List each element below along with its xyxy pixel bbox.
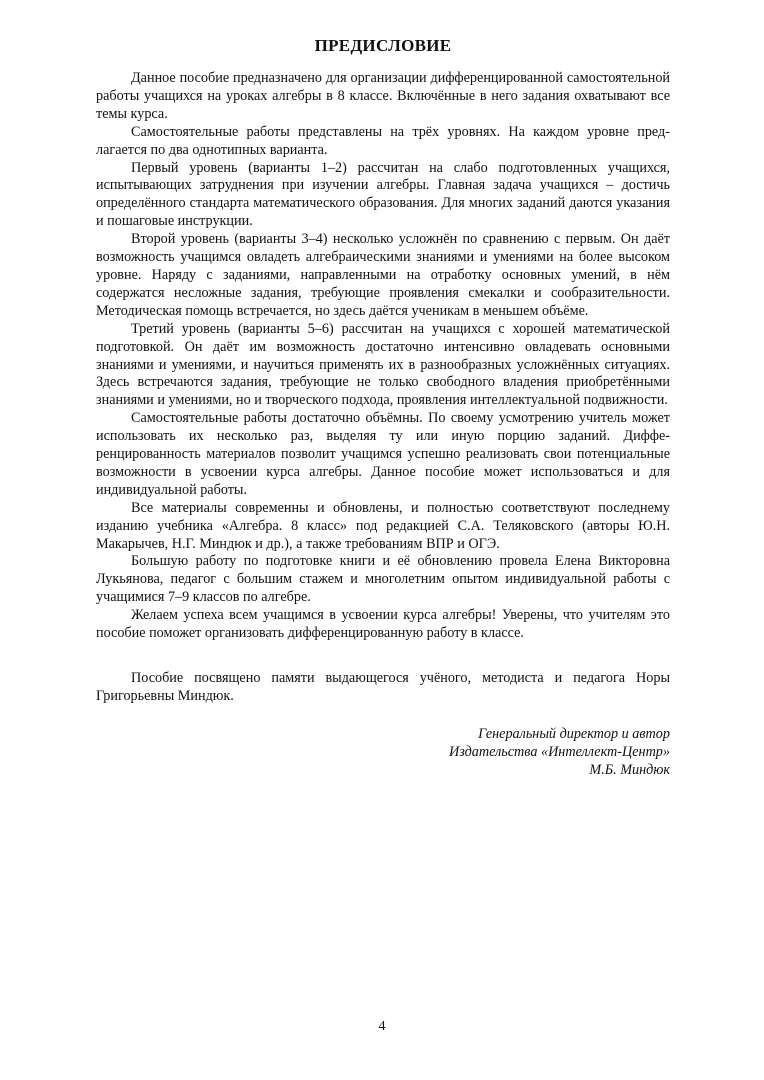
- signature-block: [96, 726, 670, 780]
- paragraph: Большую работу по подготовке книги и её обновлению провела Елена Викторовна Лукьянова, педагог с большим стажем и многолетним опытом индивидуальной работы с учащимися 7–9 классов по алгебре.: [96, 553, 670, 606]
- signature-position: Генеральный директор и автор: [478, 725, 670, 742]
- page-number: 4: [378, 1019, 386, 1034]
- paragraph: Все материалы современны и обновлены, и полностью соответствуют последнему изданию учебника «Алгебра. 8 класс» под редакцией С.А. Теляковского (авторы Ю.Н. Макарычев, Н.Г. Миндюк и др.), а также требованиям ВПР и ОГЭ.: [96, 499, 670, 552]
- paragraph: Второй уровень (варианты 3–4) несколько усложнён по сравнению с первым. Он даёт возможность учащимся овладеть алгебраическими знаниями и умениями на более высоком уровне. Наряду с заданиями, направленными на отработку основных умений, в нём содержатся несложные задания, требующие проявления смекалки и сообразительности. Методическая помощь встречается, но здесь даётся ученикам в меньшем объёме.: [96, 231, 670, 319]
- paragraph: Данное пособие предназначено для организации дифференцированной самостоятельной работы учащихся на уроках алгебры в 8 классе. Включённые в него задания охватывают все темы курса.: [96, 70, 670, 122]
- signature-author: М.Б. Миндюк: [589, 761, 670, 778]
- page-title: ПРЕДИСЛОВИЕ: [314, 36, 452, 55]
- page-content: [96, 36, 670, 780]
- paragraph: Самостоятельные работы достаточно объёмны. По своему усмотрению учитель может использовать их несколько раз, выделяя ту или иную порцию заданий. Дифференцированность материалов позволит учащимся успешно реализовать свои потенциальные возможности в усвоении курса алгебры. Данное пособие может использоваться и для индивидуальной работы.: [96, 410, 670, 498]
- dedication-paragraph: Пособие посвящено памяти выдающегося учёного, методиста и педагога Норы Григорьевны Миндюк.: [96, 670, 670, 704]
- paragraph: Первый уровень (варианты 1–2) рассчитан на слабо подготовленных учащихся, испытывающих затруднения при изучении алгебры. Главная задача учащихся – достичь определённого стандарта математического образования. Для многих заданий даются указания и пошаговые инструкции.: [96, 159, 670, 230]
- paragraph: Самостоятельные работы представлены на трёх уровнях. На каждом уровне предлагается по два однотипных варианта.: [96, 123, 670, 158]
- paragraph: Третий уровень (варианты 5–6) рассчитан на учащихся с хорошей математической подготовкой. Он даёт им возможность достаточно интенсивно овладевать основными знаниями и умениями, и научиться применять их в разнообразных усложнённых ситуациях. Здесь встречаются задания, требующие не только свободного владения приобретёнными знаниями и умениями, но и творческого подхода, проявления интеллектуальной подвижности.: [96, 320, 670, 409]
- signature-organization: Издательства «Интеллект-Центр»: [449, 743, 670, 760]
- paragraph: Желаем успеха всем учащимся в усвоении курса алгебры! Уверены, что учителям это пособие поможет организовать дифференцированную работу в классе.: [96, 607, 670, 642]
